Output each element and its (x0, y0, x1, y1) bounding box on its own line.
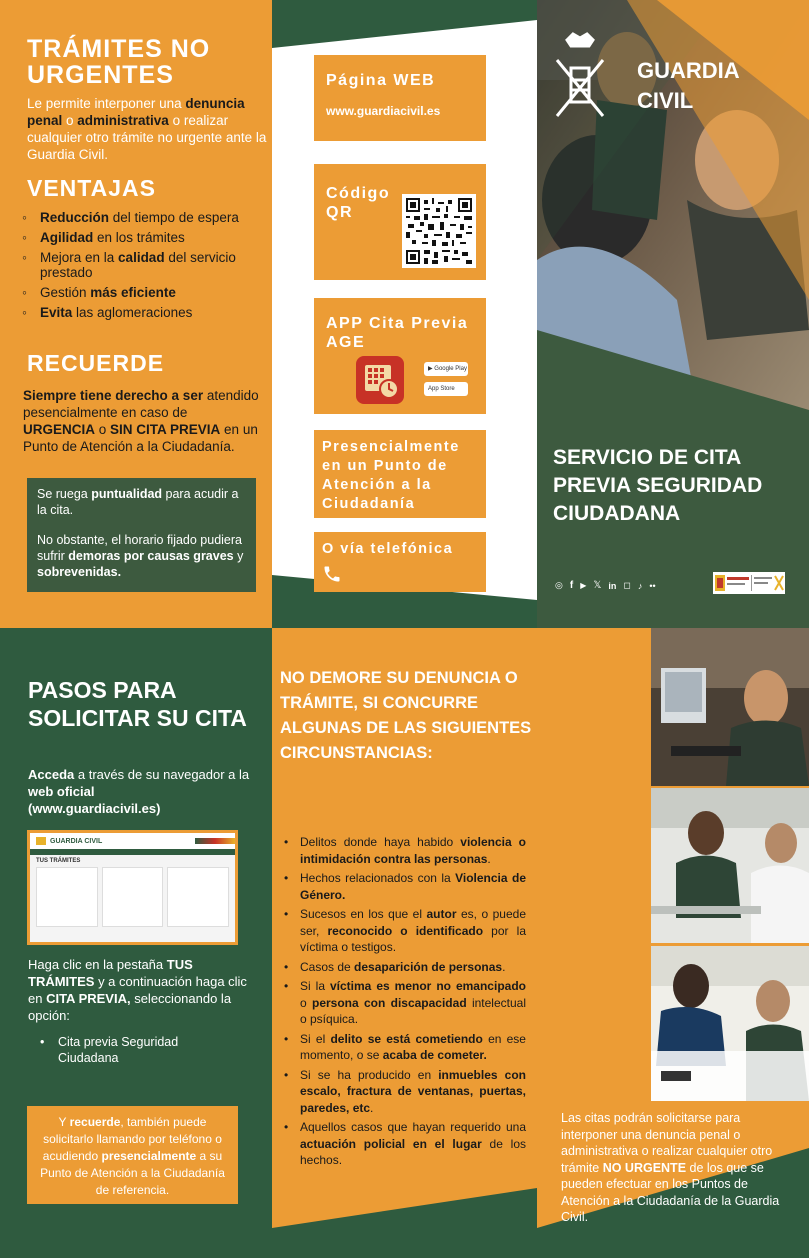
qr-label: Código QR (326, 185, 391, 221)
recuerde-title: RECUERDE (27, 350, 165, 376)
google-play-badge[interactable]: ▶ Google Play (424, 362, 468, 376)
circumstance-item: • Delitos donde haya habido violencia o intimidación contra las personas. (284, 835, 526, 866)
panel-pasos (0, 628, 272, 1258)
pasos-option: • Cita previa Seguridad Ciudadana (40, 1035, 179, 1065)
circumstance-item: • Aquellos casos que hayan requerido una actuación policial en el lugar de los hechos. (284, 1120, 527, 1167)
tiktok-icon[interactable]: ♪ (637, 580, 643, 591)
tramites-text (27, 95, 267, 163)
ventaja-item: ◦ Mejora en la calidad del servicio prestado (20, 250, 260, 280)
photo-signing (651, 946, 809, 1101)
ventaja-item: ◦ Gestión más eficiente (20, 285, 260, 300)
panel-citas (537, 628, 809, 1258)
photo-attention-desk (651, 788, 809, 943)
panel-cover (537, 0, 809, 628)
x-icon[interactable]: 𝕏 (593, 580, 602, 591)
linkedin-icon[interactable]: in (608, 580, 617, 591)
puntualidad-box: Se ruega puntualidad para acudir a la cita. No obstante, el horario fijado pudiera sufrir demoras por causas graves y sobrevenidas. (27, 478, 256, 592)
citas-text: Las citas podrán solicitarse para interponer una denuncia penal o administrativa o realizar cualquier otro trámite NO URGENTE de los que se pueden efectuar en los Puntos de Atención a la Ciudadanía de la Guardia Civil. (561, 1111, 780, 1224)
circumstance-item: • Casos de desaparición de personas. (284, 959, 506, 974)
panel-channels (272, 0, 537, 628)
pasos-step-2: Haga clic en la pestaña TUS TRÁMITES y a continuación haga clic en CITA PREVIA, seleccionando la opción: (28, 957, 247, 1023)
circumstance-item: • Hechos relacionados con la Violencia de Género. (284, 871, 526, 902)
service-title: SERVICIO DE CITA PREVIA SEGURIDAD CIUDADANA (553, 446, 763, 525)
guardia-civil-emblem-icon (549, 32, 611, 122)
recuerde-text: Siempre tiene derecho a ser atendido pesencialmente en caso de URGENCIA o SIN CITA PREVIA en un Punto de Atención a la Ciudadanía. (23, 388, 259, 454)
instagram-icon[interactable]: ◻ (623, 580, 631, 590)
pasos-step-1: Acceda a través de su navegador a la web oficial (www.guardiacivil.es) (28, 767, 250, 816)
social-icons (555, 580, 656, 591)
screenshot-header (30, 833, 235, 849)
circumstance-item: • Si se ha producido en inmuebles con escalo, fractura de ventanas, puertas, paredes, etc. (284, 1067, 526, 1115)
circumstance-item: • Si la víctima es menor no emancipado o persona con discapacidad intelectual o psíquica. (284, 979, 526, 1026)
tramites-title: TRÁMITES NO URGENTES (27, 35, 211, 89)
phone-label: O vía telefónica (322, 541, 454, 557)
ventajas-title: VENTAJAS (27, 175, 156, 201)
panel-no-demore (272, 628, 537, 1258)
screenshot-heading: TUS TRÁMITES (36, 858, 81, 864)
web-label: Página WEB (326, 72, 436, 89)
youtube-icon[interactable]: ▶ (580, 581, 587, 590)
qr-code (402, 194, 476, 268)
brand-name: GUARDIA CIVIL (637, 58, 739, 113)
no-demore-title: NO DEMORE SU DENUNCIA O TRÁMITE, SI CONCURRE ALGUNAS DE LAS SIGUIENTES CIRCUNSTANCIAS: (280, 669, 532, 762)
app-store-badge[interactable]: App Store (424, 382, 468, 396)
facebook-icon[interactable]: f (569, 580, 574, 591)
qr-code-icon (406, 198, 472, 264)
web-url[interactable]: www.guardiacivil.es (326, 104, 441, 118)
tramites-text-2: o (62, 113, 78, 128)
website-screenshot (27, 830, 238, 945)
tramites-denuncia-penal: denuncia penal (27, 96, 245, 128)
screenshot-brand: GUARDIA CIVIL (50, 837, 103, 845)
circumstance-item: • Sucesos en los que el autor es, o puede ser, reconocido o identificado por la víctima o testigos. (284, 907, 526, 954)
ventaja-item: ◦ Reducción del tiempo de espera (20, 210, 260, 225)
phone-icon (322, 564, 342, 584)
pasos-title: PASOS PARA SOLICITAR SU CITA (28, 677, 247, 731)
presencial-label: Presencialmente en un Punto de Atención a la Ciudadanía (322, 439, 460, 512)
recuerde-telefono-box: Y recuerde, también puede solicitarlo llamando por teléfono o acudiendo presencialmente a su Punto de Atención a la Ciudadanía de referencia. (27, 1106, 238, 1204)
tramites-text-1: Le permite interponer una (27, 96, 186, 111)
photo-call-center (651, 628, 809, 786)
phone-card[interactable] (314, 532, 486, 592)
app-cita-previa-icon[interactable] (356, 356, 404, 404)
tramites-text-3: o realizar cualquier otro trámite no urgente ante la Guardia Civil. (27, 113, 267, 162)
ventajas-list (20, 210, 260, 325)
flickr-icon[interactable]: •• (649, 580, 656, 591)
web-card[interactable] (314, 55, 486, 141)
app-label: APP Cita Previa AGE (326, 315, 469, 351)
ventaja-item: ◦ Evita las aglomeraciones (20, 305, 260, 320)
qr-card (314, 164, 486, 280)
tramites-administrativa: administrativa (77, 113, 169, 128)
ventaja-item: ◦ Agilidad en los trámites (20, 230, 260, 245)
presencial-card (314, 430, 486, 518)
panel-tramites (0, 0, 272, 628)
app-card (314, 298, 486, 414)
gobierno-logo (713, 572, 785, 594)
circumstance-item: • Si el delito se está cometiendo en ese momento, o se acaba de cometer. (284, 1031, 526, 1062)
circumstances-list (282, 834, 526, 1172)
whatsapp-icon[interactable]: ◎ (555, 580, 563, 590)
